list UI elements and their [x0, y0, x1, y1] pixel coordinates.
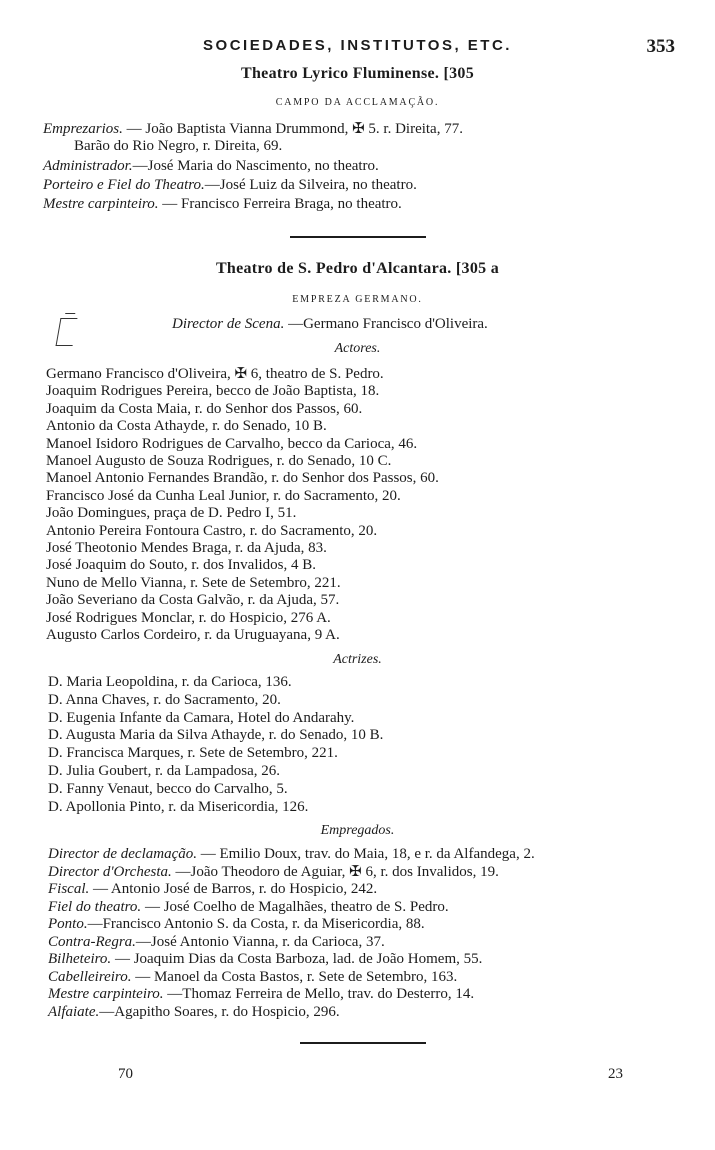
actor-entry: Nuno de Mello Vianna, r. Sete de Setembro, 221.	[46, 574, 341, 591]
employee-entry	[48, 899, 715, 916]
heading-actrizes: Actrizes.	[333, 652, 382, 667]
actress-entry: D. Maria Leopoldina, r. da Carioca, 136.	[48, 674, 292, 690]
actress-entry: D. Anna Chaves, r. do Sacramento, 20.	[48, 691, 281, 708]
entry-text: —Agapitho Soares, r. do Hospicio, 296.	[99, 1003, 340, 1020]
director-de-scena	[172, 316, 715, 333]
actor-entry: Joaquim Rodrigues Pereira, becco de João Baptista, 18.	[46, 383, 380, 400]
actress-entry: D. Augusta Maria da Silva Athayde, r. do Senado, 10 B.	[48, 727, 384, 744]
actress-entry: D. Fanny Venaut, becco do Carvalho, 5.	[48, 780, 288, 797]
actor-entry: José Joaquim do Souto, r. dos Invalidos, 4 B.	[46, 557, 317, 574]
employee-entry	[48, 846, 715, 863]
employee-entry	[48, 934, 715, 951]
entry-text: — João Baptista Vianna Drummond, ✠ 5. r. Direita, 77.	[122, 121, 463, 137]
actress-entry: D. Francisca Marques, r. Sete de Setembro, 221.	[48, 745, 338, 762]
section-divider-bottom	[300, 1042, 426, 1044]
employee-entry	[48, 881, 715, 898]
entry-label: Fiscal.	[48, 881, 90, 897]
entry-label: Director d'Orchesta.	[48, 863, 172, 880]
actor-entry: Augusto Carlos Cordeiro, r. da Uruguayana, 9 A.	[46, 627, 340, 643]
entry-label: Administrador.	[43, 158, 133, 174]
entry-text: — Joaquim Dias da Costa Barboza, lad. de João Homem, 55.	[111, 951, 483, 967]
section-title-pedro: Theatro de S. Pedro d'Alcantara. [305 a	[215, 260, 500, 277]
entry-label: Mestre carpinteiro.	[48, 986, 164, 1002]
heading-empregados: Empregados.	[320, 823, 395, 838]
section-subtitle-pedro: EMPREZA GERMANO.	[292, 294, 423, 305]
entry-text: —Francisco Antonio S. da Costa, r. da Misericordia, 88.	[87, 916, 425, 932]
actor-entry: João Severiano da Costa Galvão, r. da Ajuda, 57.	[46, 592, 340, 609]
employee-entry	[48, 916, 715, 933]
entry-text: —João Theodoro de Aguiar, ✠ 6, r. dos Invalidos, 19.	[171, 863, 499, 880]
entry-label: Director de declamação.	[48, 846, 197, 862]
actor-entry: José Theotonio Mendes Braga, r. da Ajuda, 83.	[46, 540, 327, 556]
actress-entry: D. Julia Goubert, r. da Lampadosa, 26.	[48, 763, 281, 779]
entry-text: —José Antonio Vianna, r. da Carioca, 37.	[135, 933, 385, 950]
actor-entry: Joaquim da Costa Maia, r. do Senhor dos Passos, 60.	[46, 400, 363, 417]
entry-label: Director de Scena.	[172, 316, 285, 332]
entry-text: — José Coelho de Magalhães, theatro de S. Pedro.	[141, 898, 449, 915]
entry-emprezarios	[43, 121, 715, 138]
entry-text: — Francisco Ferreira Braga, no theatro.	[158, 196, 402, 212]
actor-entry: Francisco José da Cunha Leal Junior, r. do Sacramento, 20.	[46, 487, 401, 504]
entry-label: Contra-Regra.	[48, 933, 136, 950]
entry-label: Alfaiate.	[48, 1003, 100, 1020]
entry-label: Mestre carpinteiro.	[43, 196, 159, 212]
heading-actores: Actores.	[334, 341, 381, 356]
actor-entry: Manoel Augusto de Souza Rodrigues, r. do Senado, 10 C.	[46, 453, 392, 469]
entry-label: Cabelleireiro.	[48, 968, 132, 985]
entry-text: — Emilio Doux, trav. do Maia, 18, e r. da Alfandega, 2.	[196, 846, 535, 862]
actor-entry: Germano Francisco d'Oliveira, ✠ 6, theatro de S. Pedro.	[46, 366, 384, 382]
entry-text: — Manoel da Costa Bastos, r. Sete de Setembro, 163.	[131, 968, 458, 985]
actor-entry: José Rodrigues Monclar, r. do Hospicio, 276 A.	[46, 609, 331, 626]
section-divider	[290, 236, 426, 238]
footer-left-number: 70	[118, 1066, 133, 1082]
entry-label: Bilheteiro.	[48, 951, 112, 967]
employee-entry	[48, 864, 715, 881]
footer-right-number: 23	[608, 1066, 623, 1082]
page-number: 353	[646, 36, 675, 57]
running-title: SOCIEDADES, INSTITUTOS, ETC.	[203, 37, 512, 54]
entry-text: Barão do Rio Negro, r. Direita, 69.	[74, 138, 283, 154]
actor-entry: Antonio da Costa Athayde, r. do Senado, 10 B.	[46, 418, 327, 435]
entry-label: Fiel do theatro.	[48, 898, 142, 915]
entry-label: Ponto.	[48, 916, 88, 932]
entry-mestre-carpinteiro	[43, 196, 715, 213]
entry-text: —José Maria do Nascimento, no theatro.	[132, 158, 379, 174]
entry-text: — Antonio José de Barros, r. do Hospicio, 242.	[89, 881, 378, 897]
section-subtitle-lyrico: CAMPO DA ACCLAMAÇÃO.	[275, 97, 440, 108]
employee-entry	[48, 951, 715, 968]
actor-entry: João Domingues, praça de D. Pedro I, 51.	[46, 505, 297, 522]
actor-entry: Manoel Antonio Fernandes Brandão, r. do Senhor dos Passos, 60.	[46, 470, 439, 487]
entry-text: —Germano Francisco d'Oliveira.	[284, 316, 488, 332]
section-title-lyrico: Theatro Lyrico Fluminense. [305	[241, 65, 474, 82]
actor-entry: Antonio Pereira Fontoura Castro, r. do Sacramento, 20.	[46, 522, 378, 539]
entry-label: Emprezarios.	[43, 121, 123, 137]
actor-entry: Manoel Isidoro Rodrigues de Carvalho, becco da Carioca, 46.	[46, 435, 418, 452]
actress-entry: D. Eugenia Infante da Camara, Hotel do Andarahy.	[48, 709, 355, 726]
employee-entry	[48, 986, 715, 1003]
employee-entry	[48, 1004, 715, 1021]
entry-porteiro	[43, 177, 715, 194]
entry-administrador	[43, 158, 715, 175]
employee-entry	[48, 969, 715, 986]
entry-text: —José Luiz da Silveira, no theatro.	[204, 177, 417, 193]
entry-text: —Thomaz Ferreira de Mello, trav. do Desterro, 14.	[163, 986, 475, 1002]
entry-label: Porteiro e Fiel do Theatro.	[43, 177, 205, 193]
actress-entry: D. Apollonia Pinto, r. da Misericordia, 126.	[48, 798, 309, 815]
entry-emprezarios-cont	[74, 138, 715, 155]
